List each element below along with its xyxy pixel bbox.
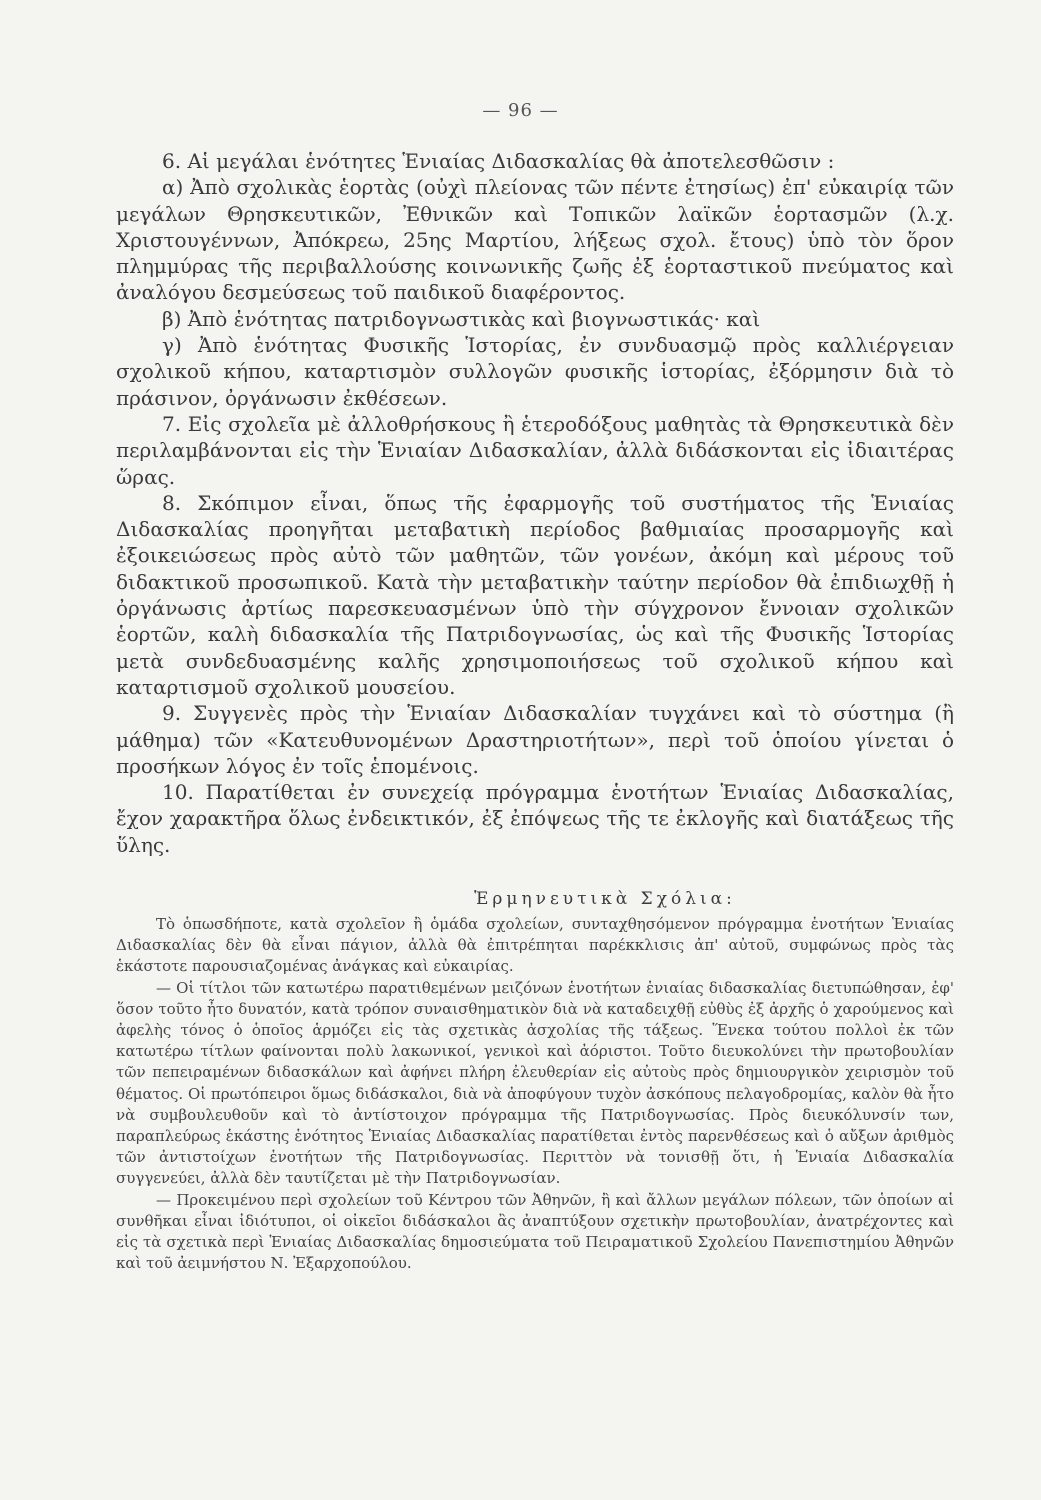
- note-1: Τὸ ὁπωσδήποτε, κατὰ σχολεῖον ἢ ὁμάδα σχολείων, συνταχθησόμενον πρόγραμμα ἑνοτήτων Ἑνιαίας Διδασκαλίας δὲν θὰ εἶναι πάγιον, ἀλλὰ θὰ ἐπιτρέπηται παρέκκλισις ἀπ' αὐτοῦ, συμφώνως πρὸς τὰς ἑκάστοτε παρουσιαζομένας ἀνάγκας καὶ εὐκαιρίας.: [116, 915, 954, 976]
- paragraph-6: 6. Αἱ μεγάλαι ἑνότητες Ἑνιαίας Διδασκαλίας θὰ ἀποτελεσθῶσιν :: [162, 149, 835, 173]
- paragraph-6b: β) Ἀπὸ ἑνότητας πατριδογνωστικὰς καὶ βιογνωστικάς· καὶ: [162, 306, 761, 331]
- paragraph-9: 9. Συγγενὲς πρὸς τὴν Ἑνιαίαν Διδασκαλίαν τυγχάνει καὶ τὸ σύστημα (ἢ μάθημα) τῶν «Κατευθυνομένων Δραστηριοτήτων», περὶ τοῦ ὁποίου γίνεται ὁ προσήκων λόγος ἐν τοῖς ἑπομένοις.: [116, 701, 954, 778]
- main-text: [116, 148, 954, 858]
- paragraph-6c: γ) Ἀπὸ ἑνότητας Φυσικῆς Ἱστορίας, ἐν συνδυασμῷ πρὸς καλλιέργειαν σχολικοῦ κήπου, καταρτισμὸν συλλογῶν φυσικῆς ἱστορίας, ἐξόρμησιν διὰ τὸ πράσινον, ὀργάνωσιν ἐκθέσεων.: [116, 333, 954, 410]
- paragraph-10: 10. Παρατίθεται ἐν συνεχείᾳ πρόγραμμα ἑνοτήτων Ἑνιαίας Διδασκαλίας, ἔχον χαρακτῆρα ὅλως ἐνδεικτικόν, ἐξ ἐπόψεως τῆς τε ἐκλογῆς καὶ διατάξεως τῆς ὕλης.: [116, 780, 954, 857]
- explanatory-notes: [116, 914, 954, 1274]
- paragraph-6a: α) Ἀπὸ σχολικὰς ἑορτὰς (οὐχὶ πλείονας τῶν πέντε ἐτησίως) ἐπ' εὐκαιρίᾳ τῶν μεγάλων Θρησκευτικῶν, Ἐθνικῶν καὶ Τοπικῶν λαϊκῶν ἑορτασμῶν (λ.χ. Χριστουγέννων, Ἀπόκρεω, 25ης Μαρτίου, λήξεως σχολ. ἔτους) ὑπὸ τὸν ὅρον πλημμύρας τῆς περιβαλλούσης κοινωνικῆς ζωῆς ἐξ ἑορταστικοῦ πνεύματος καὶ ἀναλόγου δεσμεύσεως τοῦ παιδικοῦ διαφέροντος.: [116, 175, 954, 305]
- paragraph-8: 8. Σκόπιμον εἶναι, ὅπως τῆς ἐφαρμογῆς τοῦ συστήματος τῆς Ἑνιαίας Διδασκαλίας προηγῆται μεταβατικὴ περίοδος βαθμιαίας προσαρμογῆς καὶ ἐξοικειώσεως πρὸς αὐτὸ τῶν μαθητῶν, τῶν γονέων, ἀκόμη καὶ μέρους τοῦ διδακτικοῦ προσωπικοῦ. Κατὰ τὴν μεταβατικὴν ταύτην περίοδον θὰ ἐπιδιωχθῇ ἡ ὀργάνωσις ἀρτίως παρεσκευασμένων ὑπὸ τὴν σύγχρονον ἔννοιαν σχολικῶν ἑορτῶν, καλὴ διδασκαλία τῆς Πατριδογνωσίας, ὡς καὶ τῆς Φυσικῆς Ἱστορίας μετὰ συνδεδυασμένης καλῆς χρησιμοποιήσεως τοῦ σχολικοῦ κήπου καὶ καταρτισμοῦ σχολικοῦ μουσείου.: [116, 490, 954, 699]
- page-number: — 96 —: [482, 100, 559, 121]
- note-3: — Προκειμένου περὶ σχολείων τοῦ Κέντρου τῶν Ἀθηνῶν, ἢ καὶ ἄλλων μεγάλων πόλεων, τῶν ὁποίων αἱ συνθῆκαι εἶναι ἰδιότυποι, οἱ οἰκεῖοι διδάσκαλοι ἂς ἀναπτύξουν σχετικὴν πρωτοβουλίαν, ἀνατρέχοντες καὶ εἰς τὰ σχετικὰ περὶ Ἑνιαίας Διδασκαλίας δημοσιεύματα τοῦ Πειραματικοῦ Σχολείου Πανεπιστημίου Ἀθηνῶν καὶ τοῦ ἀειμνήστου Ν. Ἐξαρχοπούλου.: [116, 1190, 954, 1273]
- note-2: — Οἱ τίτλοι τῶν κατωτέρω παρατιθεμένων μειζόνων ἑνοτήτων ἑνιαίας διδασκαλίας διετυπώθησαν, ἐφ' ὅσον τοῦτο ἦτο δυνατόν, κατὰ τρόπον συναισθηματικὸν διὰ νὰ καταδειχθῇ εὐθὺς ἐξ ἀρχῆς ὁ χαρούμενος καὶ ἀφελὴς τόνος ὁ ὁποῖος ἁρμόζει εἰς τὰς σχετικὰς ἀσχολίας τῆς τάξεως. Ἕνεκα τούτου πολλοὶ ἐκ τῶν κατωτέρω τίτλων φαίνονται πολὺ λακωνικοί, γενικοὶ καὶ ἀόριστοι. Τοῦτο διευκολύνει τὴν πρωτοβουλίαν τῶν πεπειραμένων διδασκάλων καὶ ἀφήνει πλήρη ἐλευθερίαν εἰς αὐτοὺς πρὸς δημιουργικὸν χειρισμὸν τοῦ θέματος. Οἱ πρωτόπειροι ὅμως διδάσκαλοι, διὰ νὰ ἀποφύγουν τυχὸν ἀσκόπους πελαγοδρομίας, καλὸν θὰ ἦτο νὰ συμβουλευθοῦν καὶ τὸ ἀντίστοιχον πρόγραμμα τῆς Πατριδογνωσίας. Πρὸς διευκόλυνσίν των, παραπλεύρως ἑκάστης ἑνότητος Ἑνιαίας Διδασκαλίας παρατίθεται ἐντὸς παρενθέσεως καὶ ὁ αὔξων ἀριθμὸς τῶν ἀντιστοίχων ἑνοτήτων τῆς Πατριδογνωσίας. Περιττὸν νὰ τονισθῇ ὅτι, ἡ Ἑνιαία Διδασκαλία συγγενεύει, ἀλλὰ δὲν ταυτίζεται μὲ τὴν Πατριδογνωσίαν.: [116, 978, 954, 1188]
- notes-heading: Ἑρμηνευτικὰ Σχόλια:: [474, 889, 736, 909]
- paragraph-7: 7. Εἰς σχολεῖα μὲ ἀλλοθρήσκους ἢ ἑτεροδόξους μαθητὰς τὰ Θρησκευτικὰ δὲν περιλαμβάνονται εἰς τὴν Ἑνιαίαν Διδασκαλίαν, ἀλλὰ διδάσκονται εἰς ἰδιαιτέρας ὥρας.: [116, 411, 954, 489]
